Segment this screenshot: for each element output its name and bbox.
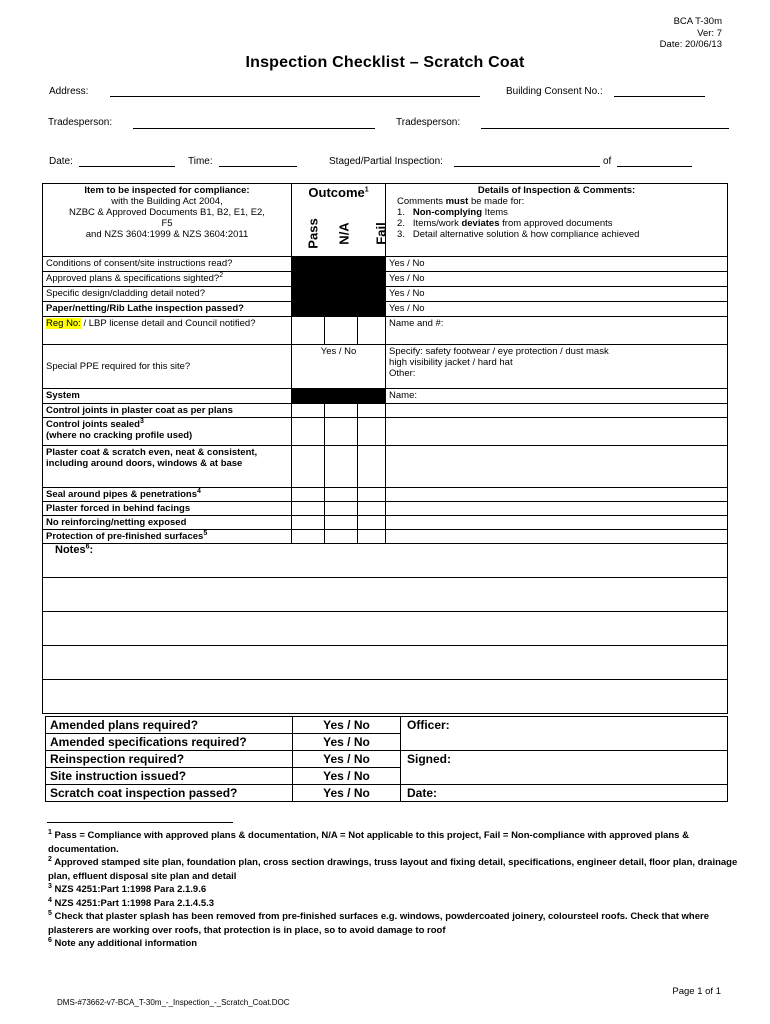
- footnote-num: 6: [48, 936, 52, 944]
- staged-line[interactable]: [454, 166, 600, 167]
- fail-cell[interactable]: [358, 317, 386, 345]
- summary-table: [45, 716, 728, 802]
- date-cell[interactable]: Date:: [401, 785, 728, 802]
- pass-cell[interactable]: [292, 488, 325, 502]
- building-consent-line[interactable]: [614, 96, 705, 97]
- item-cell: [43, 272, 292, 287]
- item-text: Seal around pipes & penetrations: [46, 489, 197, 500]
- na-label: N/A: [336, 222, 352, 245]
- item-header-line: and NZS 3604:1999 & NZS 3604:2011: [85, 229, 249, 240]
- na-cell[interactable]: [325, 530, 358, 544]
- notes-label: Notes: [55, 544, 86, 556]
- comment-cell[interactable]: [386, 530, 728, 544]
- fail-cell[interactable]: [358, 488, 386, 502]
- na-cell[interactable]: [325, 446, 358, 488]
- date-label: Date:: [49, 156, 73, 167]
- blocked-cell: [358, 257, 386, 272]
- comment-cell[interactable]: Yes / No: [386, 287, 728, 302]
- comment-cell[interactable]: [386, 345, 728, 389]
- blocked-cell: [358, 272, 386, 287]
- footnote-text: Approved stamped site plan, foundation plan, cross section drawings, truss layout and fixing detail, specifications, engineer detail, floor plan, drainage plan, effluent disposal site plan and detail: [48, 857, 738, 882]
- comment-item-1: [389, 207, 724, 218]
- notes-row: [43, 578, 728, 612]
- table-row: [43, 446, 728, 488]
- tradesperson-label-2: Tradesperson:: [396, 117, 461, 128]
- blocked-cell: [292, 272, 325, 287]
- notes-row: [43, 544, 728, 578]
- ppe-yes-no-cell[interactable]: Yes / No: [292, 345, 386, 389]
- date-line[interactable]: [79, 166, 175, 167]
- comment-cell[interactable]: Yes / No: [386, 302, 728, 317]
- pass-cell[interactable]: [292, 516, 325, 530]
- footnote-3: [48, 883, 738, 897]
- summary-row: [46, 751, 728, 768]
- footnote-num: 2: [48, 855, 52, 863]
- yes-no-cell[interactable]: Yes / No: [293, 734, 401, 751]
- page-number: Page 1 of 1: [672, 986, 721, 997]
- item-cell: Control joints in plaster coat as per plans: [43, 404, 292, 418]
- document-header: [660, 16, 722, 51]
- blocked-cell: [325, 302, 358, 317]
- ppe-other: Other:: [389, 368, 416, 379]
- notes-line[interactable]: [43, 612, 728, 646]
- comment-item-3: [389, 229, 724, 240]
- comment-cell[interactable]: [386, 418, 728, 446]
- item-cell: [43, 418, 292, 446]
- fail-cell[interactable]: [358, 446, 386, 488]
- table-row: [43, 488, 728, 502]
- fail-cell[interactable]: [358, 502, 386, 516]
- item-bold: Non-complying: [412, 207, 483, 218]
- fail-cell[interactable]: [358, 516, 386, 530]
- footnote-num: 1: [48, 828, 52, 836]
- item-cell: Conditions of consent/site instructions read?: [43, 257, 292, 272]
- summary-row: [46, 785, 728, 802]
- pass-cell[interactable]: [292, 530, 325, 544]
- pass-cell[interactable]: [292, 446, 325, 488]
- blocked-cell: [292, 287, 325, 302]
- pass-cell[interactable]: [292, 502, 325, 516]
- table-row: [43, 272, 728, 287]
- summary-question: Site instruction issued?: [46, 768, 293, 785]
- blocked-cell: [325, 272, 358, 287]
- blocked-cell: [292, 257, 325, 272]
- footnote-ref: 3: [139, 417, 144, 425]
- item-header-title: Item to be inspected for compliance:: [84, 185, 250, 196]
- fail-cell[interactable]: [358, 418, 386, 446]
- table-row: [43, 345, 728, 389]
- comment-cell[interactable]: [386, 516, 728, 530]
- yes-no-cell[interactable]: Yes / No: [293, 751, 401, 768]
- comment-cell[interactable]: Yes / No: [386, 257, 728, 272]
- blocked-cell: [325, 389, 358, 404]
- summary-question: Amended plans required?: [46, 717, 293, 734]
- yes-no-cell[interactable]: Yes / No: [293, 717, 401, 734]
- table-row: [43, 516, 728, 530]
- footnote-ref: 4: [196, 487, 201, 495]
- item-text: Items/work: [412, 218, 459, 229]
- officer-cell[interactable]: Officer:: [401, 717, 728, 751]
- pass-cell[interactable]: [292, 404, 325, 418]
- blocked-cell: [358, 302, 386, 317]
- notes-cell[interactable]: [43, 544, 728, 578]
- table-row: [43, 302, 728, 317]
- footnote-6: [48, 937, 738, 951]
- inspection-checklist-table: [42, 183, 728, 714]
- details-header-cell: [386, 184, 728, 257]
- table-row: [43, 287, 728, 302]
- footnote-text: Pass = Compliance with approved plans & documentation, N/A = Not applicable to this project, Fail = Non-compliance with approved plans & documentation.: [48, 830, 689, 855]
- ppe-specify-2: high visibility jacket / hard hat: [389, 357, 513, 368]
- summary-row: [46, 717, 728, 734]
- na-cell[interactable]: [325, 502, 358, 516]
- table-row: [43, 389, 728, 404]
- notes-line[interactable]: [43, 646, 728, 680]
- details-header-title: Details of Inspection & Comments:: [477, 185, 636, 196]
- item-text: from approved documents: [502, 218, 613, 229]
- comment-cell[interactable]: Yes / No: [386, 272, 728, 287]
- table-row: [43, 502, 728, 516]
- item-cell: Paper/netting/Rib Lathe inspection passed?: [43, 302, 292, 317]
- notes-row: [43, 646, 728, 680]
- item-header-cell: [43, 184, 292, 257]
- comment-cell[interactable]: [386, 446, 728, 488]
- table-row: [43, 404, 728, 418]
- outcome-header-cell: [292, 184, 389, 257]
- item-header-line: NZBC & Approved Documents B1, B2, E1, E2,: [69, 207, 265, 218]
- footnote-2: [48, 856, 738, 883]
- blocked-cell: [292, 302, 325, 317]
- notes-colon: :: [89, 544, 94, 556]
- address-label: Address:: [49, 86, 89, 97]
- footnote-num: 4: [48, 896, 52, 904]
- footnote-4: [48, 897, 738, 911]
- footnote-text: Note any additional information: [54, 938, 198, 949]
- table-row: [43, 257, 728, 272]
- reg-no-highlight: Reg No:: [46, 318, 81, 329]
- summary-question: Reinspection required?: [46, 751, 293, 768]
- table-header-row: [43, 184, 728, 257]
- footnote-ref: 6: [85, 543, 90, 551]
- notes-line[interactable]: [43, 578, 728, 612]
- outcome-header: [292, 187, 385, 198]
- tradesperson-line-2[interactable]: [481, 128, 729, 129]
- footnote-5: [48, 910, 738, 937]
- pass-cell[interactable]: [292, 418, 325, 446]
- ppe-specify: Specify: safety footwear / eye protection / dust mask: [389, 346, 609, 357]
- summary-question: Scratch coat inspection passed?: [46, 785, 293, 802]
- item-cell: Plaster coat & scratch even, neat & consistent, including around doors, windows & at base: [43, 446, 292, 488]
- na-header: [333, 222, 355, 245]
- comment-cell[interactable]: Name and #:: [386, 317, 728, 345]
- document-id: DMS-#73662-v7-BCA_T-30m_-_Inspection_-_Scratch_Coat.DOC: [57, 998, 290, 1007]
- item-header-line: F5: [161, 218, 173, 229]
- comments-must: must: [445, 196, 469, 207]
- notes-title: [46, 545, 724, 556]
- doc-version: Ver: 7: [697, 27, 722, 39]
- footnote-1: [48, 829, 738, 856]
- item-text: (where no cracking profile used): [46, 430, 193, 441]
- na-cell[interactable]: [325, 404, 358, 418]
- footnote-text: NZS 4251:Part 1:1998 Para 2.1.9.6: [54, 884, 207, 895]
- comments-text: be made for:: [470, 196, 525, 207]
- fail-label: Fail: [373, 222, 389, 245]
- table-row: [43, 317, 728, 345]
- footnote-num: 3: [48, 882, 52, 890]
- outcome-label: Outcome: [308, 185, 365, 200]
- item-cell: Special PPE required for this site?: [43, 345, 292, 389]
- item-cell: [43, 530, 292, 544]
- item-num: 2.: [397, 218, 405, 229]
- time-line[interactable]: [219, 166, 297, 167]
- na-cell[interactable]: [325, 418, 358, 446]
- comment-cell[interactable]: [386, 404, 728, 418]
- item-text: / LBP license detail and Council notified?: [83, 318, 256, 329]
- notes-row: [43, 612, 728, 646]
- item-cell: [43, 488, 292, 502]
- item-cell: System: [43, 389, 292, 404]
- building-consent-label: Building Consent No.:: [506, 86, 603, 97]
- signed-cell[interactable]: Signed:: [401, 751, 728, 785]
- item-text: Control joints sealed: [46, 419, 140, 430]
- na-cell[interactable]: [325, 488, 358, 502]
- comment-cell[interactable]: [386, 502, 728, 516]
- item-cell: Plaster forced in behind facings: [43, 502, 292, 516]
- item-cell: No reinforcing/netting exposed: [43, 516, 292, 530]
- na-cell[interactable]: [325, 516, 358, 530]
- page-title: Inspection Checklist – Scratch Coat: [245, 54, 525, 71]
- footnote-ref: 2: [219, 271, 224, 279]
- yes-no-cell[interactable]: Yes / No: [293, 785, 401, 802]
- summary-question: Amended specifications required?: [46, 734, 293, 751]
- na-cell[interactable]: [325, 317, 358, 345]
- time-label: Time:: [188, 156, 213, 167]
- of-line[interactable]: [617, 166, 692, 167]
- tradesperson-line-1[interactable]: [133, 128, 375, 129]
- footnote-ref: 5: [203, 529, 208, 537]
- doc-ref: BCA T-30m: [673, 16, 722, 27]
- footnotes: [48, 829, 738, 951]
- blocked-cell: [358, 389, 386, 404]
- doc-date: Date: 20/06/13: [659, 39, 722, 50]
- address-line[interactable]: [110, 96, 480, 97]
- footnote-text: Check that plaster splash has been removed from pre-finished surfaces e.g. windows, powdercoated joinery, coloursteel roofs. Check that where plasterers are working over roofs, that protection is in place, so to avoid damage to roof: [48, 911, 709, 936]
- item-cell: [43, 317, 292, 345]
- comments-text: Comments: [397, 196, 443, 207]
- notes-line[interactable]: [43, 680, 728, 714]
- footnote-text: NZS 4251:Part 1:1998 Para 2.1.4.5.3: [54, 897, 215, 909]
- item-text: Detail alternative solution & how compliance achieved: [412, 229, 640, 240]
- fail-cell[interactable]: [358, 404, 386, 418]
- of-label: of: [603, 156, 612, 167]
- comment-item-2: [389, 218, 724, 229]
- item-header-line: with the Building Act 2004,: [111, 196, 223, 207]
- tradesperson-label-1: Tradesperson:: [48, 117, 113, 128]
- pass-cell[interactable]: [292, 317, 325, 345]
- comment-cell[interactable]: Name:: [386, 389, 728, 404]
- blocked-cell: [325, 287, 358, 302]
- fail-cell[interactable]: [358, 530, 386, 544]
- staged-label: Staged/Partial Inspection:: [329, 156, 443, 167]
- item-text: Approved plans & specifications sighted?: [46, 273, 220, 284]
- item-num: 1.: [397, 207, 405, 218]
- item-num: 3.: [397, 229, 405, 240]
- yes-no-cell[interactable]: Yes / No: [293, 768, 401, 785]
- footnote-divider: [47, 822, 233, 823]
- fail-header: [370, 222, 392, 245]
- notes-row: [43, 680, 728, 714]
- outcome-sup: 1: [364, 186, 369, 194]
- item-cell: Specific design/cladding detail noted?: [43, 287, 292, 302]
- pass-label: Pass: [305, 218, 321, 249]
- comment-cell[interactable]: [386, 488, 728, 502]
- pass-header: [298, 218, 328, 249]
- item-bold: deviates: [461, 218, 500, 229]
- table-row: [43, 418, 728, 446]
- footnote-num: 5: [48, 909, 52, 917]
- item-text: Protection of pre-finished surfaces: [46, 531, 204, 542]
- blocked-cell: [358, 287, 386, 302]
- blocked-cell: [325, 257, 358, 272]
- item-text: Items: [484, 207, 508, 218]
- comments-instruction: [389, 196, 724, 207]
- blocked-cell: [292, 389, 325, 404]
- table-row: [43, 530, 728, 544]
